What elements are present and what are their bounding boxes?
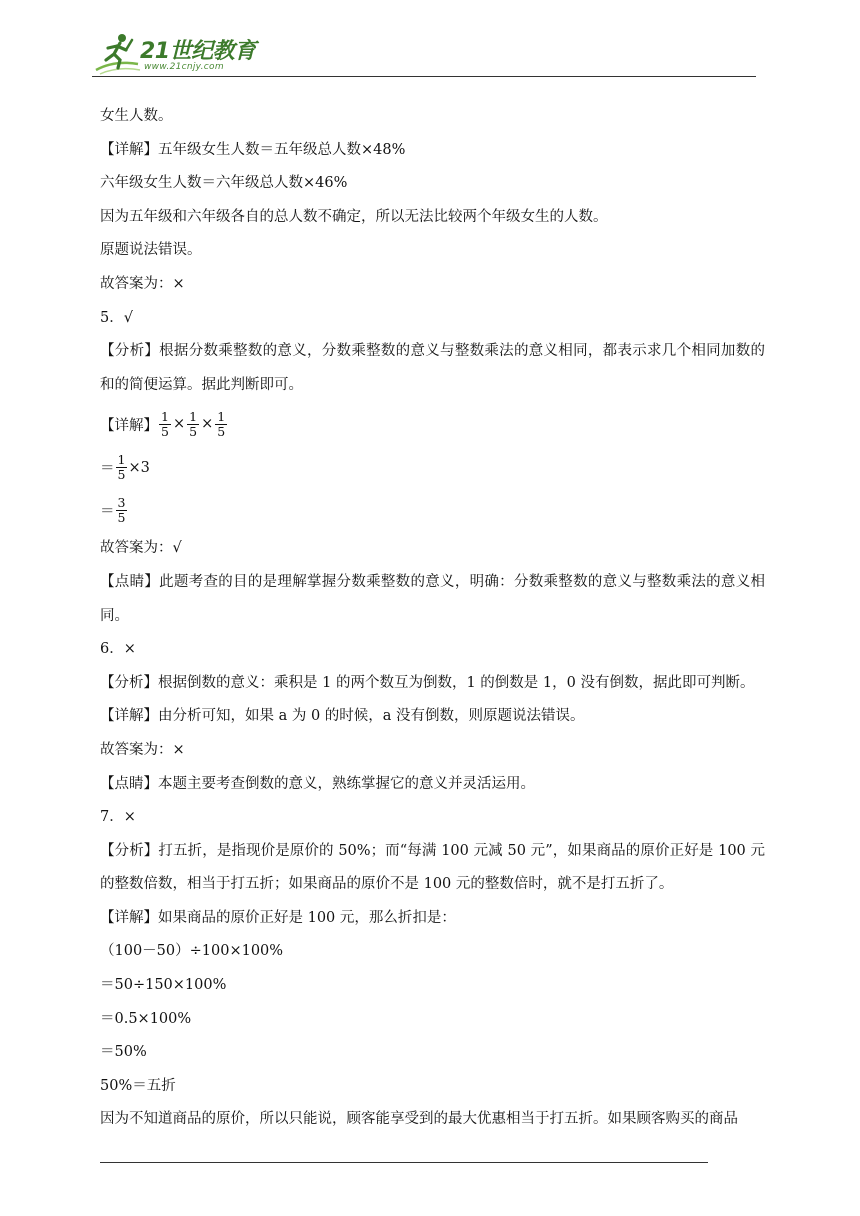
answer-content (100, 100, 765, 1137)
question-6-analysis: 【分析】根据倒数的意义：乘积是 1 的两个数互为倒数，1 的倒数是 1，0 没有倒数，据此即可判断。 (100, 674, 755, 691)
question-5-analysis: 【分析】根据分数乘整数的意义，分数乘整数的意义与整数乘法的意义相同，都表示求几个相同加数的和的简便运算。据此判断即可。 (100, 343, 765, 393)
times-sign: × (172, 416, 186, 433)
fraction (116, 496, 128, 525)
question-7-analysis: 【分析】打五折，是指现价是原价的 50%；而“每满 100 元减 50 元”，如果商品的原价正好是 100 元的整数倍数，相当于打五折；如果商品的原价不是 100 元的整数倍时，就不是打五折了。 (100, 842, 765, 893)
text-line: 原题说法错误。 (100, 242, 202, 259)
detail-label: 【详解】 (100, 417, 158, 434)
fraction (187, 410, 199, 439)
page-header (92, 30, 756, 80)
fraction-denominator: 5 (161, 423, 169, 439)
question-7-heading: 7．× (100, 809, 136, 826)
question-6-answer: 故答案为：× (100, 741, 185, 758)
logo-url: www.21cnjy.com (144, 62, 224, 72)
site-logo (92, 30, 272, 78)
question-6-comment: 【点睛】本题主要考查倒数的意义，熟练掌握它的意义并灵活运用。 (100, 775, 535, 792)
fraction (116, 453, 128, 482)
times-sign: × (201, 416, 214, 433)
logo-text: 21世纪教育 (140, 39, 256, 64)
text-line: 【详解】五年级女生人数＝五年级总人数×48% (100, 141, 406, 158)
calc-line: ＝0.5×100% (100, 1010, 192, 1027)
text-line: 因为不知道商品的原价，所以只能说，顾客能享受到的最大优惠相当于打五折。如果顾客购买的商品 (100, 1111, 738, 1128)
fraction-numerator: 1 (217, 408, 226, 424)
fraction-denominator: 5 (217, 423, 226, 439)
calc-line: ＝50÷150×100% (100, 977, 227, 994)
footer-divider (100, 1162, 708, 1163)
fraction-numerator: 1 (189, 408, 198, 424)
question-6-detail: 【详解】由分析可知，如果 a 为 0 的时候，a 没有倒数，则原题说法错误。 (100, 708, 585, 725)
calc-line: （100－50）÷100×100% (100, 943, 284, 960)
fraction-denominator: 5 (189, 423, 198, 439)
question-5-step-1 (100, 446, 765, 489)
fraction-denominator: 5 (117, 467, 126, 483)
fraction-denominator: 5 (117, 510, 126, 526)
question-5-heading: 5．√ (100, 309, 133, 326)
header-divider (92, 76, 756, 77)
question-5-answer: 故答案为：√ (100, 540, 182, 557)
fraction-numerator: 3 (117, 495, 126, 511)
text-line: 故答案为：× (100, 275, 185, 292)
text-line: 女生人数。 (100, 108, 173, 124)
fraction-numerator: 1 (161, 408, 169, 424)
question-5-comment: 【点睛】此题考查的目的是理解掌握分数乘整数的意义，明确：分数乘整数的意义与整数乘法的意义相同。 (100, 573, 765, 624)
equals-sign: ＝ (100, 504, 115, 521)
text-line: 因为五年级和六年级各自的总人数不确定，所以无法比较两个年级女生的人数。 (100, 208, 608, 225)
times-three: ×3 (128, 459, 150, 476)
calc-line: ＝50% (100, 1044, 147, 1061)
question-7-detail: 【详解】如果商品的原价正好是 100 元，那么折扣是： (100, 909, 456, 926)
question-5-detail-expression (100, 402, 765, 446)
question-5-step-2 (100, 489, 765, 532)
fraction (159, 410, 171, 439)
text-line: 六年级女生人数＝六年级总人数×46% (100, 175, 348, 192)
question-6-heading: 6．× (100, 641, 136, 658)
fraction (215, 410, 227, 439)
fraction-numerator: 1 (117, 452, 126, 468)
runner-logo-icon (92, 30, 142, 76)
calc-line: 50%＝五折 (100, 1077, 176, 1094)
equals-sign: ＝ (100, 461, 115, 478)
